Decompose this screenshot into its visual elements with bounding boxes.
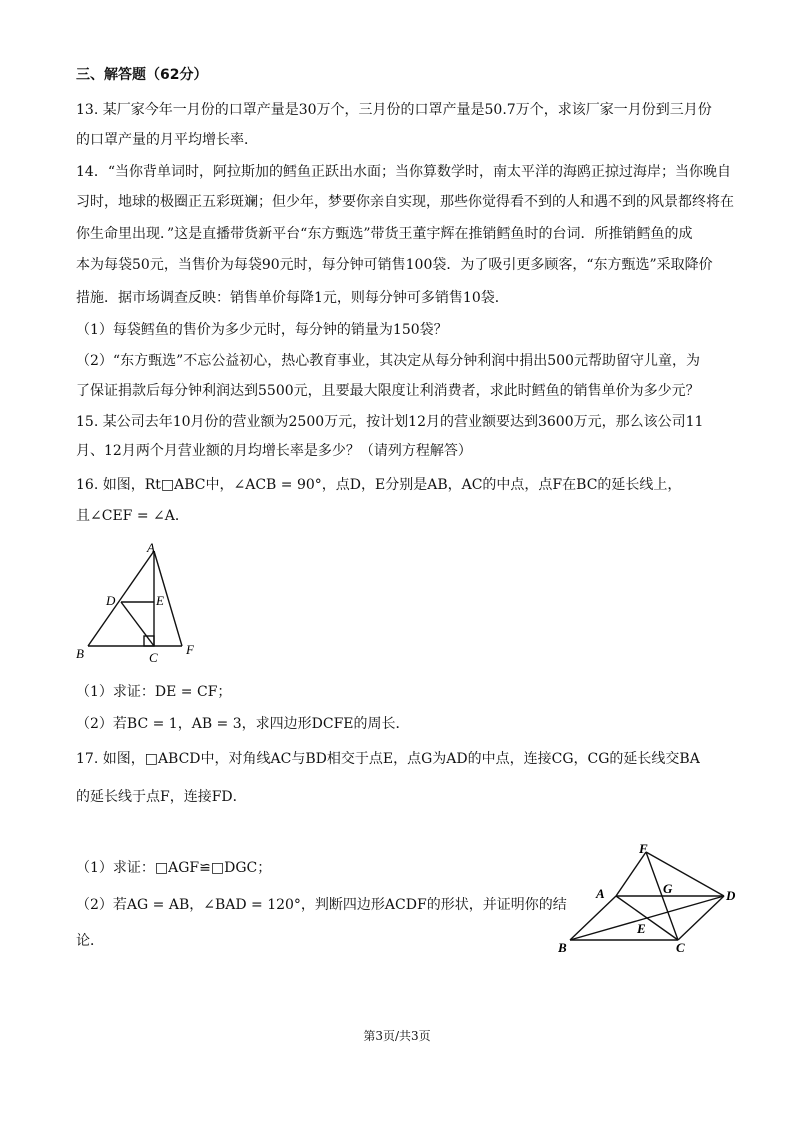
text-line: （1）求证：□AGF≌□DGC； [76,860,272,876]
text-line: 习时，地球的极圈正五彩斑斓；但少年，梦要你亲自实现，那些你觉得看不到的人和遇不到的风景都终将在 [76,194,734,210]
fig17-label-g: G [663,881,673,896]
text-line: 16. 如图，Rt□ABC中，∠ACB = 90°，点D，E分别是AB，AC的中点，点F在BC的延长线上， [76,477,682,493]
text-line: 13. 某厂家今年一月份的口罩产量是30万个，三月份的口罩产量是50.7万个，求该厂家一月份到三月份 [76,102,712,118]
text-line: 本为每袋50元，当售价为每袋90元时，每分钟可销售100袋．为了吸引更多顾客，“东方甄选”采取降价 [76,257,713,273]
text-line: 你生命里出现．”这是直播带货新平台“东方甄选”带货王董宇辉在推销鳕鱼时的台词．所推销鳕鱼的成 [76,226,693,242]
fig16-label-d: D [106,593,116,608]
fig16-label-a: A [147,540,155,555]
text-line: 论． [76,933,104,949]
text-line: （2）若BC = 1，AB = 3，求四边形DCFE的周长． [76,716,410,732]
figure-17 [558,838,748,958]
text-line: 月、12月两个月营业额的月均增长率是多少？（请列方程解答） [76,443,472,459]
text-line: 的口罩产量的月平均增长率． [76,132,258,148]
fig16-label-f: F [186,642,194,657]
fig17-label-c: C [676,940,685,955]
fig17-label-e: E [637,921,646,936]
fig16-label-e: E [156,593,164,608]
text-line: 的延长线于点F，连接FD． [76,789,247,805]
text-line: （1）求证：DE = CF； [76,684,232,700]
text-line: 14．“当你背单词时，阿拉斯加的鳕鱼正跃出水面；当你算数学时，南太平洋的海鸥正掠过海岸；当你晚自 [76,164,731,180]
fig17-label-a: A [596,886,605,901]
text-line: 17. 如图，□ABCD中，对角线AC与BD相交于点E，点G为AD的中点，连接CG，CG的延长线交BA [76,751,700,767]
section-title: 三、解答题（62分） [76,67,208,83]
text-line: 了保证捐款后每分钟利润达到5500元，且要最大限度让利消费者，求此时鳕鱼的销售单价为多少元？ [76,383,700,399]
text-line: 且∠CEF = ∠A． [76,508,189,524]
text-line: 15. 某公司去年10月份的营业额为2500万元，按计划12月的营业额要达到3600万元，那么该公司11 [76,414,704,430]
text-line: 措施．据市场调查反映：销售单价每降1元，则每分钟可多销售10袋． [76,290,509,306]
fig17-label-b: B [558,940,567,955]
fig16-label-c: C [149,650,158,665]
page-footer: 第3页/共3页 [363,1029,431,1043]
text-line: （2）“东方甄选”不忘公益初心，热心教育事业，其决定从每分钟利润中捐出500元帮助留守儿童，为 [76,353,700,369]
fig17-label-f: F [639,841,648,856]
fig17-label-d: D [726,888,736,903]
text-line: （1）每袋鳕鱼的售价为多少元时，每分钟的销量为150袋？ [76,322,448,338]
figure-16 [74,538,204,668]
fig16-label-b: B [76,646,84,661]
text-line: （2）若AG = AB，∠BAD = 120°，判断四边形ACDF的形状，并证明你的结 [76,897,567,913]
